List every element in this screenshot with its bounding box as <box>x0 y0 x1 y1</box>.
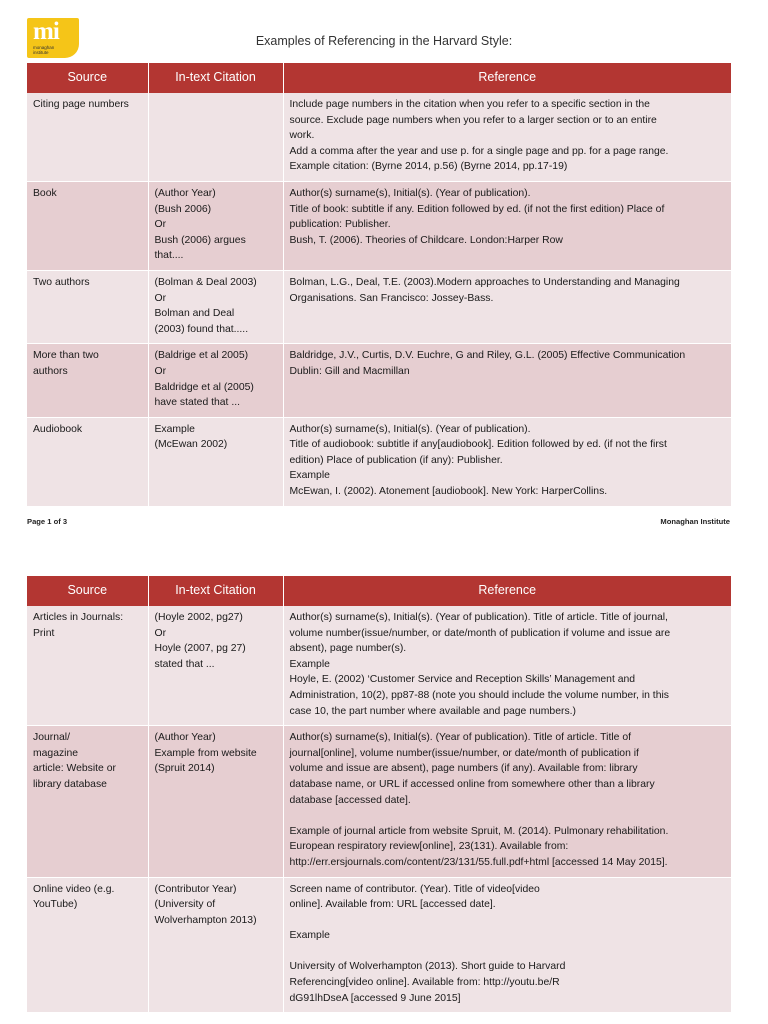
reference-cell <box>283 417 731 506</box>
cell-line: online]. Available from: URL [accessed date]. <box>289 899 496 911</box>
cell-line: Bolman and Deal <box>154 308 235 320</box>
cell-line: European respiratory review[online], 23(131). Available from: <box>289 841 569 853</box>
cell-line <box>290 944 726 960</box>
cell-line: Referencing[video online]. Available from: http://youtu.be/R <box>289 977 560 989</box>
cell-line: Articles in Journals: <box>33 612 124 623</box>
cell-line: absent), page number(s). <box>289 643 407 655</box>
cell-line: Example <box>289 930 330 942</box>
cell-line: authors <box>33 365 68 377</box>
reference-table-page-2 <box>27 576 731 1013</box>
cell-line: Or <box>154 627 167 639</box>
cell-line: Online video (e.g. <box>33 883 115 895</box>
cell-line: Add a comma after the year and use p. for a single page and pp. for a page range. <box>289 145 669 157</box>
source-cell <box>27 344 148 417</box>
cell-line: Hoyle (2007, pg 27) <box>154 643 246 655</box>
cell-line: Title of audiobook: subtitle if any[audiobook]. Edition followed by ed. (if not the first <box>289 439 667 451</box>
cell-line <box>290 808 726 824</box>
cell-line: journal[online], volume number(issue/number, or date/month of publication if <box>289 747 639 759</box>
header-source: Source <box>27 576 148 606</box>
cell-line: library database <box>33 778 107 790</box>
table-row <box>27 93 731 181</box>
cell-line: McEwan, I. (2002). Atonement [audiobook]. New York: HarperCollins. <box>289 486 608 498</box>
cell-line: Print <box>33 627 55 639</box>
source-cell <box>27 606 148 726</box>
cell-line: (Baldrige et al 2005) <box>154 350 249 362</box>
cell-line: Bolman, L.G., Deal, T.E. (2003).Modern approaches to Understanding and Managing <box>289 276 680 288</box>
cell-line: that.... <box>154 250 184 262</box>
table-row <box>27 181 731 270</box>
logo-mark: mi <box>33 18 59 45</box>
cell-line: Organisations. San Francisco: Jossey-Bass. <box>289 292 494 304</box>
source-cell <box>27 417 148 506</box>
citation-cell <box>148 93 283 181</box>
cell-line: Baldridge, J.V., Curtis, D.V. Euchre, G and Riley, G.L. (2005) Effective Communication <box>289 350 686 362</box>
cell-line <box>290 913 726 929</box>
cell-line: Dublin: Gill and Macmillan <box>289 365 410 377</box>
cell-line: (Author Year) <box>154 732 216 744</box>
reference-cell <box>283 270 731 343</box>
table-row <box>27 877 731 1013</box>
cell-line: magazine <box>33 747 79 759</box>
citation-cell <box>148 726 283 877</box>
cell-line: (Hoyle 2002, pg27) <box>154 612 243 623</box>
cell-line: Example <box>289 470 330 482</box>
table-row <box>27 344 731 417</box>
table-row <box>27 726 731 877</box>
cell-line: work. <box>289 130 315 142</box>
cell-line: Bush (2006) argues <box>154 234 246 246</box>
citation-cell <box>148 344 283 417</box>
cell-line: Hoyle, E. (2002) ‘Customer Service and Reception Skills’ Management and <box>289 674 636 686</box>
cell-line: Example <box>154 423 195 435</box>
cell-line: Journal/ <box>33 732 70 744</box>
cell-line: Example <box>289 658 330 670</box>
cell-line: Two authors <box>33 276 90 288</box>
cell-line: stated that ... <box>154 658 215 670</box>
cell-line: YouTube) <box>33 899 78 911</box>
cell-line: source. Exclude page numbers when you refer to a larger section or to an entire <box>289 114 657 126</box>
cell-line: (2003) found that..... <box>154 323 249 335</box>
cell-line: (University of <box>154 899 216 911</box>
header-in-text-citation: In-text Citation <box>148 576 283 606</box>
cell-line: Author(s) surname(s), Initial(s). (Year of publication). <box>289 423 531 435</box>
cell-line: dG91lhDseA [accessed 9 June 2015] <box>289 992 461 1004</box>
header-in-text-citation: In-text Citation <box>148 63 283 93</box>
cell-line: Administration, 10(2), pp87-88 (note you should include the volume number, in this <box>289 689 669 701</box>
cell-line: http://err.ersjournals.com/content/23/131/55.full.pdf+html [accessed 14 May 2015]. <box>289 856 668 868</box>
table-row <box>27 417 731 506</box>
footer-organisation: Monaghan Institute <box>660 517 730 526</box>
cell-line: More than two <box>33 350 99 362</box>
cell-line: Wolverhampton 2013) <box>154 914 257 926</box>
cell-line: volume and issue are absent), page numbers (if any). Available from: library <box>289 763 638 775</box>
page-number: Page 1 of 3 <box>27 517 68 526</box>
source-cell <box>27 181 148 270</box>
cell-line: Audiobook <box>33 423 83 435</box>
cell-line: (Author Year) <box>154 187 216 199</box>
source-cell <box>27 877 148 1013</box>
cell-line: Author(s) surname(s), Initial(s). (Year of publication). Title of article. Title of journal, <box>289 612 668 623</box>
table-body-page-1 <box>27 93 731 506</box>
cell-line: Bush, T. (2006). Theories of Childcare. London:Harper Row <box>289 234 563 246</box>
cell-line: Author(s) surname(s), Initial(s). (Year of publication). Title of article. Title of <box>289 732 631 744</box>
header-reference: Reference <box>283 63 731 93</box>
cell-line: database [accessed date]. <box>289 794 411 806</box>
cell-line: edition) Place of publication (if any): Publisher. <box>289 454 503 466</box>
reference-cell <box>283 181 731 270</box>
source-cell <box>27 93 148 181</box>
cell-line: Or <box>154 292 167 304</box>
cell-line: Example of journal article from website Spruit, M. (2014). Pulmonary rehabilitation. <box>289 825 669 837</box>
page-title: Examples of Referencing in the Harvard Style: <box>255 34 513 48</box>
cell-line: (Spruit 2014) <box>154 763 215 775</box>
citation-cell <box>148 270 283 343</box>
cell-line: Baldridge et al (2005) <box>154 381 254 393</box>
cell-line: Author(s) surname(s), Initial(s). (Year of publication). <box>289 187 531 199</box>
reference-cell <box>283 877 731 1013</box>
cell-line: Title of book: subtitle if any. Edition followed by ed. (if not the first edition) Place of <box>289 203 665 215</box>
cell-line: Include page numbers in the citation when you refer to a specific section in the <box>289 99 650 110</box>
cell-line: volume number(issue/number, or date/month of publication if volume and issue are <box>289 627 671 639</box>
logo-text: monaghan institute <box>33 45 55 55</box>
source-cell <box>27 270 148 343</box>
cell-line: (McEwan 2002) <box>154 439 228 451</box>
cell-line: Or <box>154 219 167 231</box>
cell-line: University of Wolverhampton (2013). Short guide to Harvard <box>289 961 566 973</box>
source-cell <box>27 726 148 877</box>
reference-cell <box>283 606 731 726</box>
citation-cell <box>148 877 283 1013</box>
table-row <box>27 606 731 726</box>
cell-line: database name, or URL if accessed online from somewhere other than a library <box>289 778 655 790</box>
reference-cell <box>283 93 731 181</box>
citation-cell <box>148 606 283 726</box>
cell-line: Screen name of contributor. (Year). Title of video[video <box>289 883 540 895</box>
cell-line: article: Website or <box>33 763 116 775</box>
header-source: Source <box>27 63 148 93</box>
citation-cell <box>148 417 283 506</box>
cell-line: Citing page numbers <box>33 99 129 110</box>
reference-table-page-1 <box>27 63 731 507</box>
cell-line: publication: Publisher. <box>289 219 391 231</box>
cell-line: Example citation: (Byrne 2014, p.56) (Byrne 2014, pp.17-19) <box>289 161 568 173</box>
reference-cell <box>283 344 731 417</box>
table-row <box>27 270 731 343</box>
cell-line: (Contributor Year) <box>154 883 237 895</box>
citation-cell <box>148 181 283 270</box>
cell-line: (Bush 2006) <box>154 203 212 215</box>
cell-line: Example from website <box>154 747 257 759</box>
cell-line: Book <box>33 187 57 199</box>
cell-line: Or <box>154 365 167 377</box>
reference-cell <box>283 726 731 877</box>
cell-line: have stated that ... <box>154 397 240 409</box>
cell-line: case 10, the part number where available and page numbers.) <box>289 705 576 717</box>
cell-line: (Bolman & Deal 2003) <box>154 276 257 288</box>
header-reference: Reference <box>283 576 731 606</box>
table-body-page-2 <box>27 606 731 1013</box>
